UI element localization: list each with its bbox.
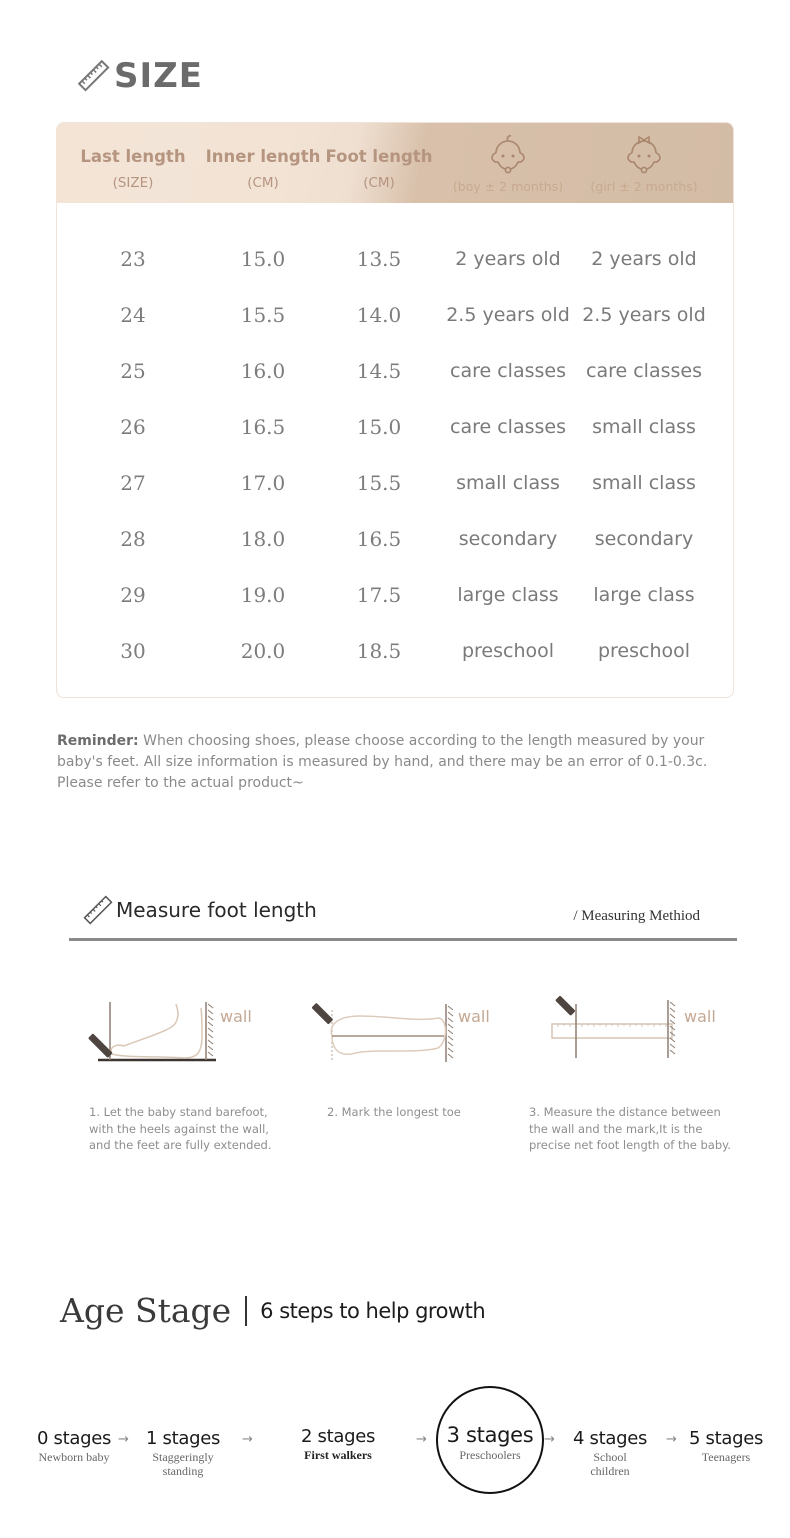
header-label: Last length <box>80 147 186 166</box>
measure-title-text: Measure foot length <box>116 898 317 922</box>
table-row <box>57 287 733 343</box>
arrow-icon: → <box>242 1432 253 1447</box>
stage-desc: Preschoolers <box>459 1448 521 1462</box>
measure-section-title <box>82 894 317 926</box>
cell-boy-age: 2 years old <box>455 248 561 270</box>
age-subtitle-text: 6 steps to help growth <box>260 1298 486 1323</box>
arrow-icon: → <box>416 1432 427 1447</box>
cell-foot-length: 16.5 <box>356 527 402 551</box>
table-row <box>57 623 733 679</box>
baby-girl-face-icon <box>618 131 670 175</box>
cell-last-length: 29 <box>120 583 146 607</box>
cell-girl-age: 2.5 years old <box>582 304 706 326</box>
cell-girl-age: small class <box>592 472 696 494</box>
arrow-icon: → <box>666 1432 677 1447</box>
table-row <box>57 455 733 511</box>
size-title-text: SIZE <box>114 56 204 96</box>
cell-foot-length: 14.5 <box>356 359 402 383</box>
wall-label: wall <box>684 1007 716 1026</box>
stage-4 <box>566 1428 654 1478</box>
cell-boy-age: 2.5 years old <box>446 304 570 326</box>
age-section-title <box>60 1291 485 1330</box>
cell-girl-age: 2 years old <box>591 248 697 270</box>
cell-boy-age: small class <box>456 472 560 494</box>
header-inner-length <box>203 123 323 203</box>
cell-girl-age: secondary <box>594 528 694 550</box>
cell-girl-age: care classes <box>586 360 702 382</box>
step-2-illustration <box>308 996 498 1066</box>
cell-inner-length: 15.5 <box>240 303 286 327</box>
cell-inner-length: 16.5 <box>240 415 286 439</box>
cell-boy-age: secondary <box>458 528 558 550</box>
ruler-icon <box>82 894 114 926</box>
cell-inner-length: 16.0 <box>240 359 286 383</box>
stage-desc: Teenagers <box>701 1450 751 1464</box>
cell-girl-age: preschool <box>597 640 691 662</box>
stage-label: 0 stages <box>36 1428 112 1449</box>
table-row <box>57 567 733 623</box>
cell-boy-age: large class <box>457 584 559 606</box>
arrow-icon: → <box>544 1432 555 1447</box>
cell-last-length: 25 <box>120 359 146 383</box>
cell-inner-length: 18.0 <box>240 527 286 551</box>
step-3-illustration <box>548 996 738 1066</box>
wall-label: wall <box>458 1007 490 1026</box>
cell-boy-age: care classes <box>450 416 566 438</box>
cell-last-length: 23 <box>120 247 146 271</box>
cell-inner-length: 19.0 <box>240 583 286 607</box>
size-table-header <box>57 123 733 203</box>
cell-foot-length: 17.5 <box>356 583 402 607</box>
header-unit: (CM) <box>247 175 279 191</box>
stage-desc: Staggeringly standing <box>152 1450 214 1478</box>
step-1-illustration <box>84 996 264 1066</box>
header-label: Inner length <box>205 147 321 166</box>
stage-label: 4 stages <box>572 1428 648 1449</box>
stage-desc: Newborn baby <box>38 1450 110 1464</box>
cell-girl-age: small class <box>592 416 696 438</box>
cell-last-length: 24 <box>120 303 146 327</box>
header-unit: (CM) <box>363 175 395 191</box>
cell-foot-length: 15.0 <box>356 415 402 439</box>
age-title-text: Age Stage <box>60 1291 232 1330</box>
cell-girl-age: large class <box>593 584 695 606</box>
cell-foot-length: 14.0 <box>356 303 402 327</box>
size-reminder <box>57 731 727 794</box>
reminder-text: When choosing shoes, please choose according to the length measured by your baby's feet. All size information is measured by hand, and there may be an error of 0.1-0.3c. Please refer to the actual product~ <box>57 733 708 791</box>
stage-label: 3 stages <box>446 1423 534 1447</box>
title-separator <box>245 1296 247 1326</box>
stage-label: 1 stages <box>145 1428 221 1449</box>
stage-desc: School children <box>590 1450 630 1478</box>
cell-last-length: 26 <box>120 415 146 439</box>
step-1-text: 1. Let the baby stand barefoot, with the heels against the wall, and the feet are fully extended. <box>89 1105 272 1152</box>
cell-boy-age: care classes <box>450 360 566 382</box>
header-last-length <box>73 123 193 203</box>
header-boy-age <box>439 123 577 203</box>
stage-2 <box>294 1426 382 1462</box>
wall-label: wall <box>220 1007 252 1026</box>
cell-foot-length: 13.5 <box>356 247 402 271</box>
table-row <box>57 231 733 287</box>
step-2-text: 2. Mark the longest toe <box>327 1105 461 1119</box>
stage-1 <box>140 1428 226 1478</box>
size-table <box>56 122 734 698</box>
header-girl-age <box>575 123 713 203</box>
step-3-text: 3. Measure the distance between the wall and the mark,It is the precise net foot length of the baby. <box>529 1105 731 1152</box>
size-section-title <box>76 56 203 96</box>
stage-5 <box>684 1428 768 1464</box>
baby-boy-face-icon <box>482 131 534 175</box>
cell-boy-age: preschool <box>461 640 555 662</box>
cell-inner-length: 17.0 <box>240 471 286 495</box>
cell-foot-length: 18.5 <box>356 639 402 663</box>
stage-label: 2 stages <box>300 1426 376 1447</box>
stage-desc: First walkers <box>304 1448 372 1462</box>
cell-inner-length: 20.0 <box>240 639 286 663</box>
cell-last-length: 28 <box>120 527 146 551</box>
cell-foot-length: 15.5 <box>356 471 402 495</box>
ruler-icon <box>76 58 112 94</box>
measure-subtitle: / Measuring Methiod <box>573 908 700 924</box>
table-row <box>57 511 733 567</box>
cell-last-length: 27 <box>120 471 146 495</box>
table-row <box>57 343 733 399</box>
header-label: Foot length <box>325 147 433 166</box>
arrow-icon: → <box>118 1432 129 1447</box>
stage-0 <box>30 1428 118 1464</box>
stage-3 <box>438 1423 542 1462</box>
cell-inner-length: 15.0 <box>240 247 286 271</box>
header-unit: (SIZE) <box>112 175 154 191</box>
header-foot-length <box>319 123 439 203</box>
reminder-label: Reminder: <box>57 733 139 749</box>
stage-label: 5 stages <box>688 1428 764 1449</box>
header-unit: (boy ± 2 months) <box>452 179 564 194</box>
cell-last-length: 30 <box>120 639 146 663</box>
divider <box>69 938 737 941</box>
size-table-body <box>57 231 733 679</box>
table-row <box>57 399 733 455</box>
header-unit: (girl ± 2 months) <box>590 179 698 194</box>
